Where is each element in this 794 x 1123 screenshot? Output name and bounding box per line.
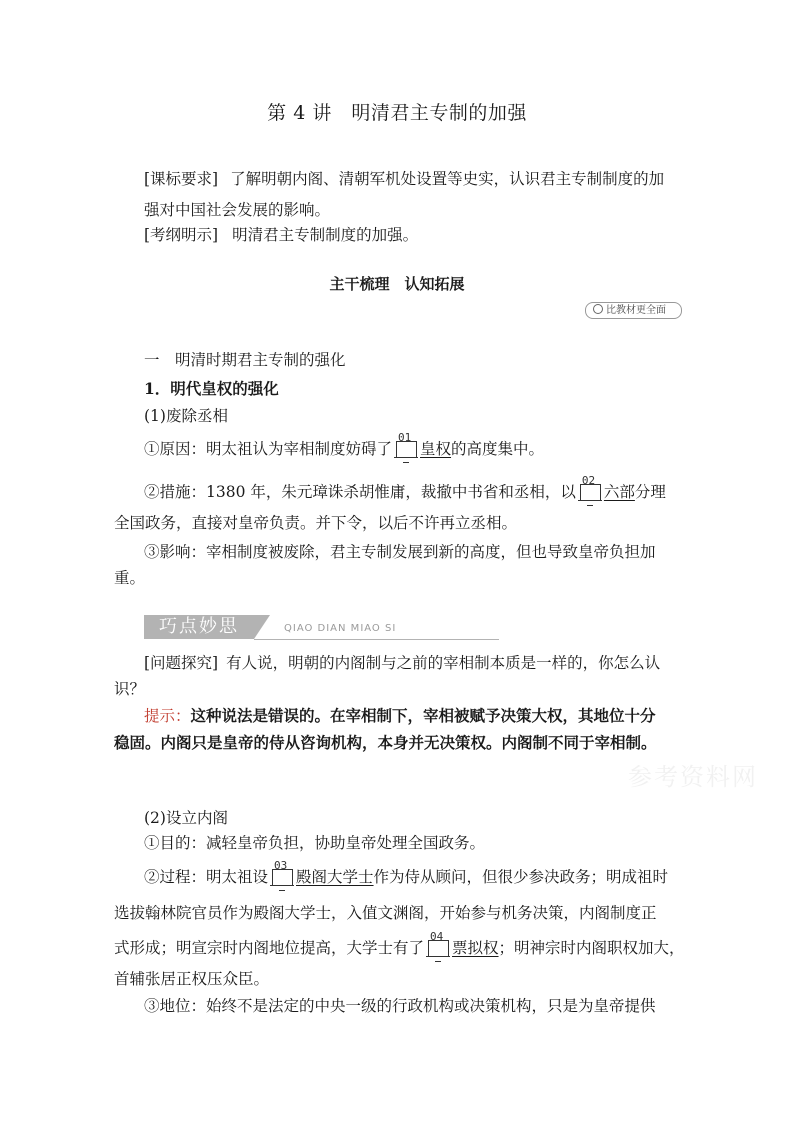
outline-line	[144, 223, 418, 245]
impact-line1: ③影响：宰相制度被废除，君主专制发展到新的高度，但也导致皇帝负担加	[144, 543, 656, 561]
keyword-huangquan: 皇权	[420, 440, 452, 458]
requirement-label: [课标要求]	[144, 170, 219, 188]
tip-banner	[144, 615, 499, 641]
question-text-1: 有人说，明朝的内阁制与之前的宰相制本质是一样的，你怎么认	[226, 654, 661, 672]
note-marker-04[interactable]	[426, 930, 450, 957]
process-line3	[114, 930, 685, 958]
tip-banner-title: 巧点妙思	[144, 615, 254, 639]
part1-heading: 一 明清时期君主专制的强化	[144, 351, 346, 369]
section-heading: 主干梳理 认知拓展	[329, 275, 465, 293]
note-number: 04	[430, 930, 444, 943]
cause-line	[144, 431, 545, 459]
question-line1	[144, 651, 660, 673]
hint-line1	[144, 704, 656, 726]
search-tag-label: 比教材更全面	[606, 305, 666, 316]
question-line2: 识？	[114, 680, 146, 698]
part1-item1: (1)废除丞相	[144, 407, 228, 425]
process-prefix: ②过程：明太祖设	[144, 868, 269, 886]
measure-prefix: ②措施：1380 年，朱元璋诛杀胡惟庸，裁撤中书省和丞相，以	[144, 483, 576, 501]
process-line4: 首辅张居正权压众臣。	[114, 970, 270, 988]
note-marker-02[interactable]	[578, 474, 602, 501]
hint-line2: 稳固。内阁只是皇帝的侍从咨询机构，本身并无决策权。内阁制不同于宰相制。	[114, 733, 657, 752]
process-line2: 选拔翰林院官员作为殿阁大学士，入值文渊阁，开始参与机务决策，内阁制度正	[114, 904, 657, 922]
goal-line: ①目的：减轻皇帝负担，协助皇帝处理全国政务。	[144, 834, 486, 852]
note-number: 03	[274, 859, 288, 872]
hint-label: 提示：	[144, 707, 191, 725]
impact-line2: 重。	[114, 569, 146, 587]
search-icon	[593, 304, 603, 314]
keyword-piaoniquan: 票拟权	[452, 939, 499, 957]
process-mid: 作为侍从顾问，但很少参决政务；明成祖时	[373, 868, 669, 886]
outline-text: 明清君主专制制度的加强。	[232, 226, 419, 244]
part1-sub1: 1．明代皇权的强化	[144, 379, 279, 398]
watermark: 参考资料网	[628, 763, 758, 791]
search-tag[interactable]	[585, 302, 682, 319]
requirement-text-1: 了解明朝内阁、清朝军机处设置等史实，认识君主专制制度的加	[230, 170, 665, 188]
keyword-dianggedaxueshi: 殿阁大学士	[296, 868, 374, 886]
note-number: 02	[581, 474, 596, 487]
page-title: 第 4 讲 明清君主专制的加强	[267, 102, 527, 124]
requirement-line1	[144, 167, 664, 189]
cause-prefix: ①原因：明太祖认为宰相制度妨碍了	[144, 440, 393, 458]
hint-text-1: 这种说法是错误的。在宰相制下，宰相被赋予决策大权，其地位十分	[190, 706, 656, 725]
process-line3-suffix: ；明神宗时内阁职权加大，	[498, 939, 685, 957]
keyword-liubu: 六部	[603, 483, 635, 501]
part2-item2: (2)设立内阁	[144, 809, 228, 827]
measure-suffix: 分理	[634, 483, 666, 501]
note-marker-01[interactable]	[394, 431, 418, 458]
requirement-line2: 强对中国社会发展的影响。	[144, 201, 331, 219]
status-line1: ③地位：始终不是法定的中央一级的行政机构或决策机构，只是为皇帝提供	[144, 997, 656, 1015]
note-number: 01	[398, 431, 412, 444]
note-marker-03[interactable]	[270, 859, 294, 886]
measure-line1	[144, 474, 666, 502]
process-line1	[144, 859, 669, 887]
measure-line2: 全国政务，直接对皇帝负责。并下令，以后不许再立丞相。	[114, 514, 518, 532]
outline-label: [考纲明示]	[144, 226, 219, 244]
question-label: [问题探究]	[144, 654, 219, 672]
tip-banner-pinyin: QIAO DIAN MIAO SI	[284, 623, 397, 634]
process-line3-prefix: 式形成；明宣宗时内阁地位提高，大学士有了	[114, 939, 425, 957]
cause-suffix: 的高度集中。	[451, 440, 545, 458]
